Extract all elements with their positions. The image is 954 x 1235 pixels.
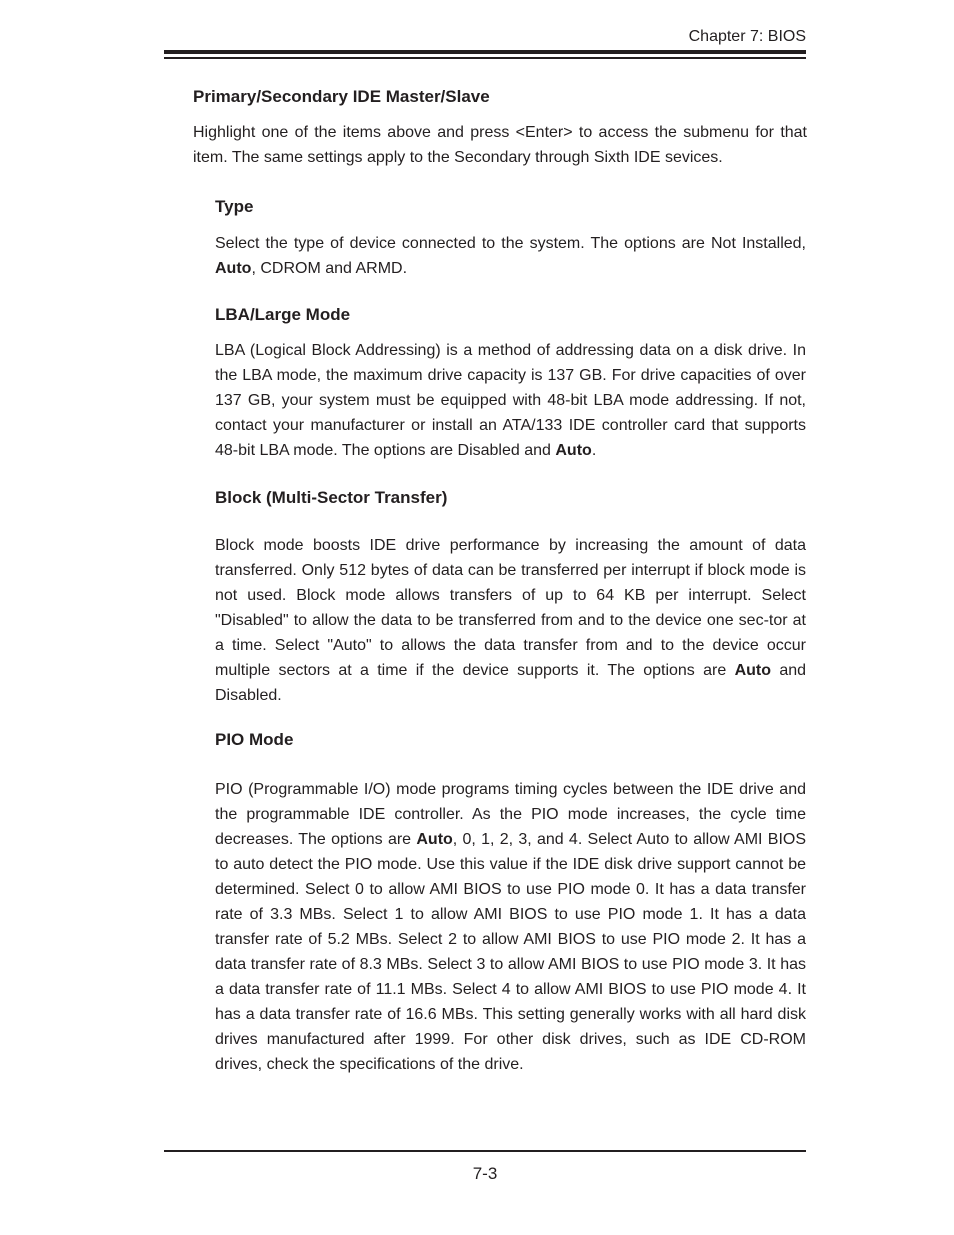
block-body-text-1: Block mode boosts IDE drive performance by increasing the amount of data transferred. Only 512 bytes of data can be transferred per interrupt if block mode is not used. Block mode allows transfers of up to 64 KB per interrupt. Select "Disabled" to allow the data to be transferred from and to the device one sec-tor at a time. Select "Auto" to allows the data transfer from and to the device occur multiple sectors at a time if the device supports it. The options are: [215, 537, 806, 679]
header-rule-thick: [164, 50, 806, 54]
section-body-pio: [215, 777, 806, 1077]
section-body-type: [215, 231, 806, 281]
chapter-header: Chapter 7: BIOS: [688, 28, 806, 45]
header-rule-thin: [164, 57, 806, 59]
type-body-default-option: Auto: [215, 260, 252, 277]
type-body-text-2: , CDROM and ARMD.: [251, 260, 408, 277]
block-body-default-option: Auto: [734, 662, 771, 679]
section-heading-pio: PIO Mode: [215, 730, 294, 749]
section-heading-block: Block (Multi-Sector Transfer): [215, 488, 448, 507]
lba-body-text-2: .: [591, 442, 597, 459]
section-heading-lba: LBA/Large Mode: [215, 305, 351, 324]
pio-body-text-1: PIO (Programmable I/O) mode programs timing cycles between the IDE drive and the programmable IDE controller. As the PIO mode increases, the cycle time decreases. The options are: [215, 781, 806, 848]
section-heading-ide: Primary/Secondary IDE Master/Slave: [193, 87, 490, 106]
lba-body-default-option: Auto: [555, 442, 592, 459]
lba-body-text-1: LBA (Logical Block Addressing) is a method of addressing data on a disk drive. In the LBA mode, the maximum drive capacity is 137 GB. For drive capacities of over 137 GB, your system must be equipped with 48-bit LBA mode addressing. If not, contact your manufacturer or install an ATA/133 IDE controller card that supports 48-bit LBA mode. The options are Disabled and: [215, 342, 806, 459]
footer-rule: [164, 1150, 806, 1152]
section-body-ide: Highlight one of the items above and press <Enter> to access the submenu for that item. The same settings apply to the Secondary through Sixth IDE sevices.: [193, 124, 807, 166]
section-body-block: [215, 533, 806, 708]
type-body-text-1: Select the type of device connected to the system. The options are Not Installed,: [215, 235, 806, 252]
section-heading-type: Type: [215, 197, 254, 216]
pio-body-default-option: Auto: [416, 831, 453, 848]
pio-body-text-2: , 0, 1, 2, 3, and 4. Select Auto to allow AMI BIOS to auto detect the PIO mode. Use this value if the IDE disk drive support cannot be determined. Select 0 to allow AMI BIOS to use PIO mode 0. It has a data transfer rate of 3.3 MBs. Select 1 to allow AMI BIOS to use PIO mode 1. It has a data transfer rate of 5.2 MBs. Select 2 to allow AMI BIOS to use PIO mode 2. It has a data transfer rate of 8.3 MBs. Select 3 to allow AMI BIOS to use PIO mode 3. It has a data transfer rate of 11.1 MBs. Select 4 to allow AMI BIOS to use PIO mode 4. It has a data transfer rate of 16.6 MBs. This setting generally works with all hard disk drives manufactured after 1999. For other disk drives, such as IDE CD-ROM drives, check the specifications of the drive.: [215, 831, 807, 1073]
section-body-lba: [215, 338, 806, 463]
block-body-text-2: and Disabled.: [215, 662, 807, 704]
page-number: 7-3: [472, 1164, 498, 1183]
